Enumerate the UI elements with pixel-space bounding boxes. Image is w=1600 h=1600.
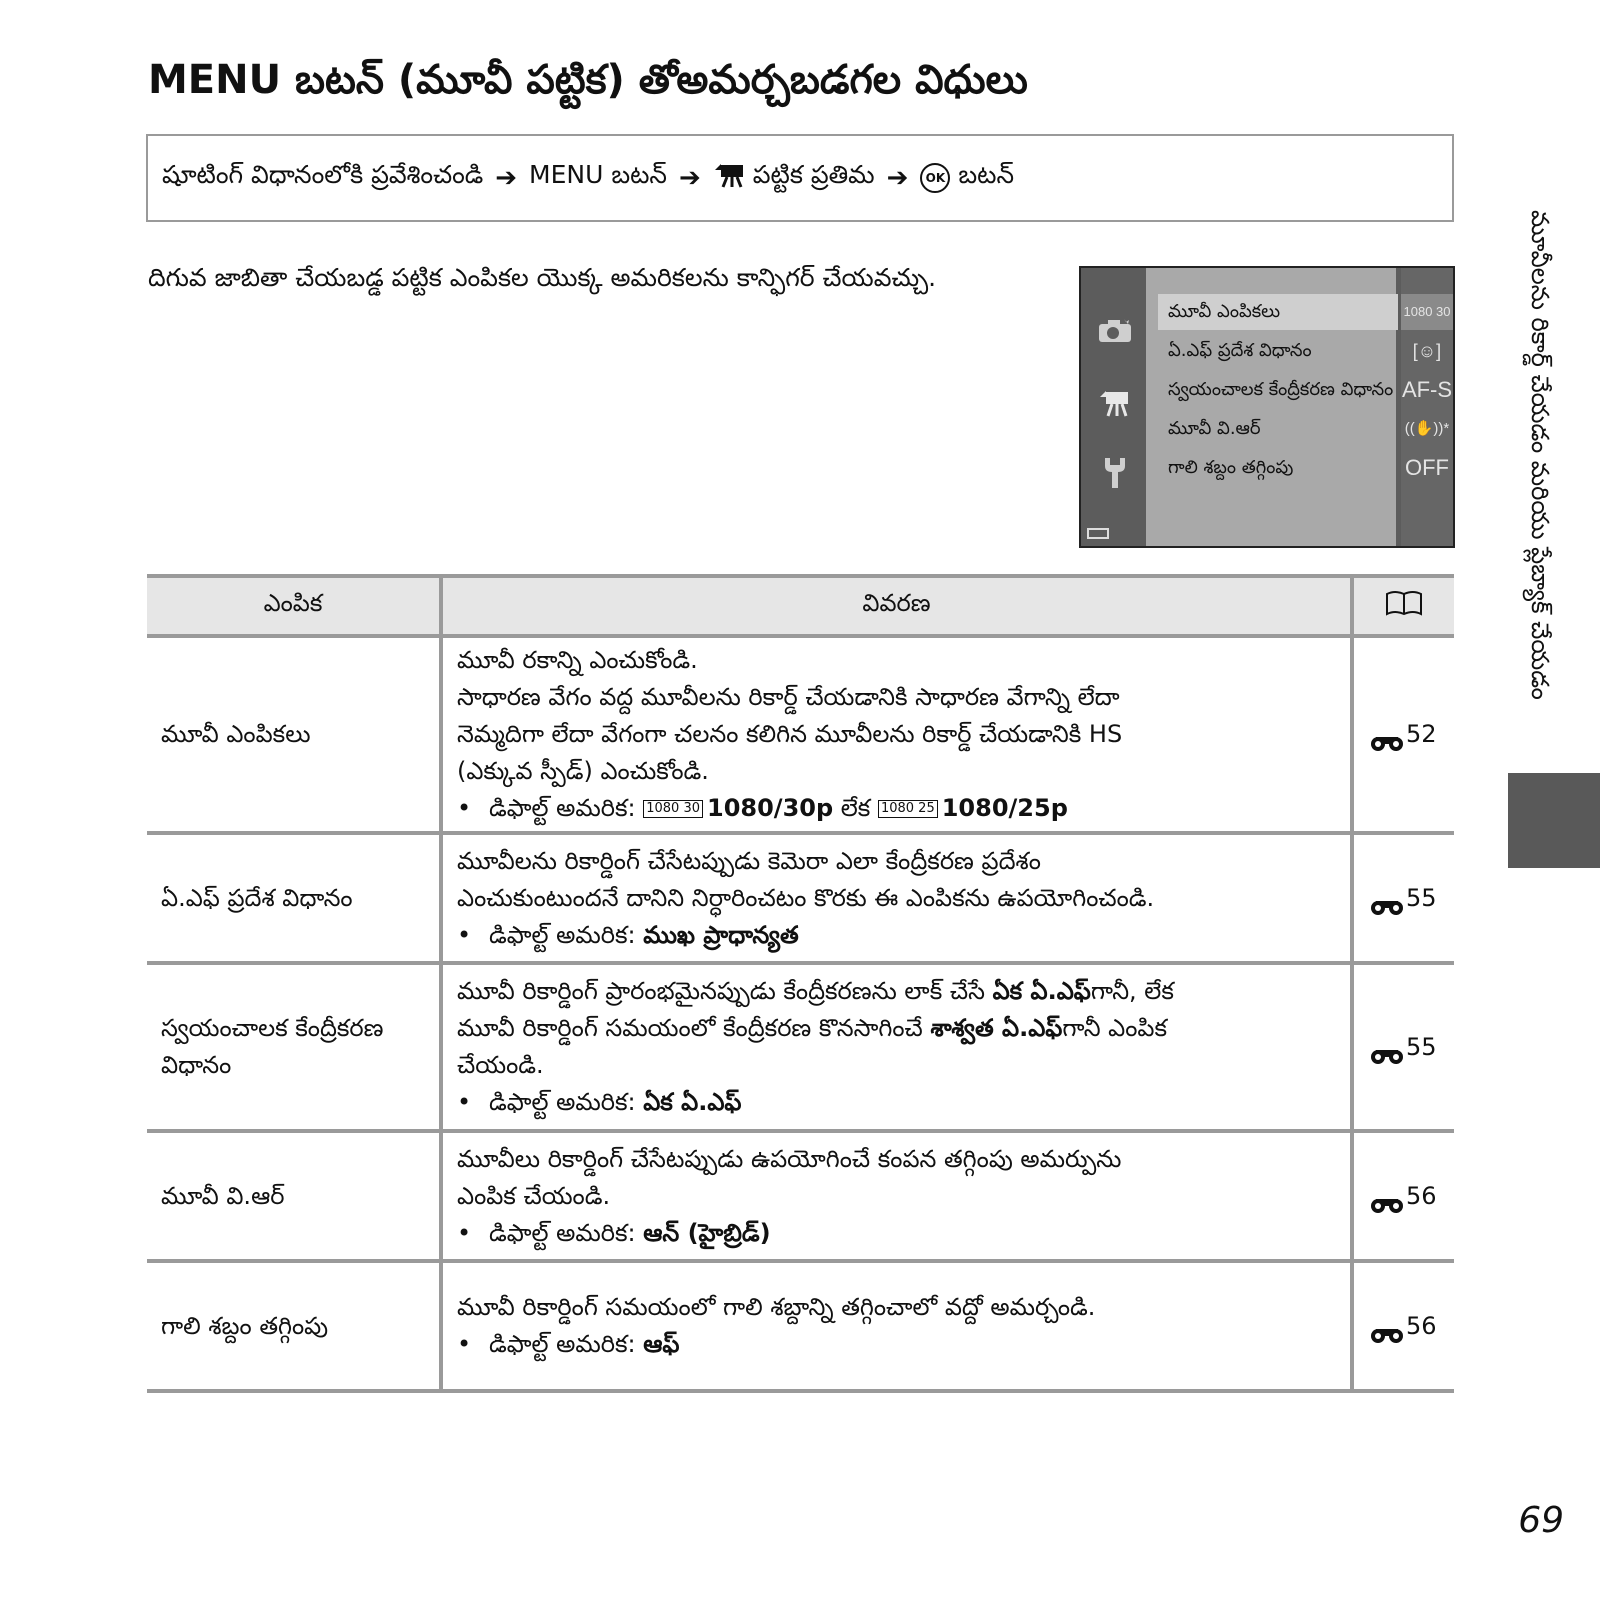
option-name: ఏ.ఎఫ్ ప్రదేశ విధానం xyxy=(147,833,441,963)
movie-camera-icon xyxy=(713,162,747,194)
book-icon xyxy=(1385,590,1423,622)
page-reference: 56 xyxy=(1352,1131,1454,1261)
reference-section-icon xyxy=(1370,726,1404,744)
nav-step-menu-button: MENU బటన్ xyxy=(529,160,667,189)
menu-options-table xyxy=(147,574,1454,1393)
screen-menu-item: మూవీ వి.ఆర్ xyxy=(1168,418,1261,439)
camera-menu-screen xyxy=(1079,266,1455,548)
intro-text: దిగువ జాబితా చేయబడ్డ పట్టిక ఎంపికల యొక్క అమరికలను కాన్ఫిగర్ చేయవచ్చు. xyxy=(148,263,937,292)
option-name: గాలి శబ్దం తగ్గింపు xyxy=(147,1261,441,1391)
screen-menu-item: స్వయంచాలక కేంద్రీకరణ విధానం xyxy=(1168,379,1394,400)
table-header-row xyxy=(147,576,1454,636)
page-reference: 55 xyxy=(1352,963,1454,1131)
default-setting: • డిఫాల్ట్ అమరిక: ఏక ఏ.ఎఫ్ xyxy=(457,1088,742,1116)
option-name: స్వయంచాలక కేంద్రీకరణ విధానం xyxy=(147,963,441,1131)
option-name: మూవీ వి.ఆర్ xyxy=(147,1131,441,1261)
movie-size-icon: 1080 30 xyxy=(643,800,703,818)
page-title: MENU బటన్ (మూవీ పట్టిక) తోఅమర్చబడగల విధులు xyxy=(148,57,1028,103)
chapter-side-label: మూవీలను రికార్డ్ చేయడం మరియు ప్లేబ్యాక్ చేయడం xyxy=(1526,210,1554,700)
nav-step-shooting-mode: షూటింగ్ విధానంలోకి ప్రవేశించండి xyxy=(162,160,484,189)
table-row xyxy=(147,963,1454,1131)
page-reference: 56 xyxy=(1352,1261,1454,1391)
arrow-right-icon: ➔ xyxy=(495,163,518,193)
table-row xyxy=(147,1261,1454,1391)
page-reference: 52 xyxy=(1352,636,1454,833)
page-reference: 55 xyxy=(1352,833,1454,963)
screen-setting-value: 1080 30 xyxy=(1401,294,1453,330)
battery-icon xyxy=(1087,528,1109,539)
reference-section-icon xyxy=(1370,1318,1404,1336)
header-reference xyxy=(1352,576,1454,636)
wrench-tab-icon xyxy=(1095,456,1135,492)
navigation-path xyxy=(146,134,1454,222)
camera-tab-icon xyxy=(1095,316,1135,352)
option-description: మూవీ రకాన్ని ఎంచుకోండి. సాధారణ వేగం వద్ద మూవీలను రికార్డ్ చేయడానికి సాధారణ వేగాన్ని లేదా నెమ్మదిగా లేదా వేగంగా చలనం కలిగిన మూవీలను రికార్డ్ చేయడానికి HS (ఎక్కువ స్పీడ్) ఎంచుకోండి. • డిఫాల్ట్ అమరిక: 1080 30 1080/30p లేక 1080 25 1080/25p xyxy=(441,636,1352,833)
movie-size-icon: 1080 25 xyxy=(878,800,938,818)
chapter-tab xyxy=(1508,773,1600,868)
nav-step-menu-icon: పట్టిక ప్రతిమ xyxy=(752,160,875,189)
table-row xyxy=(147,833,1454,963)
screen-setting-value: ((✋))* xyxy=(1404,420,1450,437)
screen-menu-item: మూవీ ఎంపికలు xyxy=(1158,294,1398,330)
option-description: మూవీలను రికార్డింగ్ చేసేటప్పుడు కెమెరా ఎలా కేంద్రీకరణ ప్రదేశం ఎంచుకుంటుందనే దానిని నిర్ధారించటం కొరకు ఈ ఎంపికను ఉపయోగించండి. • డిఫాల్ట్ అమరిక: ముఖ ప్రాధాన్యత xyxy=(441,833,1352,963)
header-description: వివరణ xyxy=(441,576,1352,636)
screen-menu-item: ఏ.ఎఫ్ ప్రదేశ విధానం xyxy=(1168,340,1312,361)
default-setting: • డిఫాల్ట్ అమరిక: 1080 30 1080/30p లేక 1080 25 1080/25p xyxy=(457,794,1068,822)
screen-menu-item: గాలి శబ్దం తగ్గింపు xyxy=(1168,457,1294,478)
option-description: మూవీ రికార్డింగ్ సమయంలో గాలి శబ్దాన్ని తగ్గించాలో వద్దో అమర్చండి. • డిఫాల్ట్ అమరిక: ఆఫ్ xyxy=(441,1261,1352,1391)
reference-section-icon xyxy=(1370,1188,1404,1206)
default-setting: • డిఫాల్ట్ అమరిక: ఆఫ్ xyxy=(457,1330,680,1358)
reference-section-icon xyxy=(1370,1039,1404,1057)
option-description: మూవీలు రికార్డింగ్ చేసేటప్పుడు ఉపయోగించే కంపన తగ్గింపు అమర్పును ఎంపిక చేయండి. • డిఫాల్ట్ అమరిక: ఆన్ (హైబ్రిడ్) xyxy=(441,1131,1352,1261)
screen-setting-value: [☺] xyxy=(1412,341,1442,361)
table-row xyxy=(147,1131,1454,1261)
option-description: మూవీ రికార్డింగ్ ప్రారంభమైనప్పుడు కేంద్రీకరణను లాక్ చేసే ఏక ఏ.ఎఫ్గానీ, లేక మూవీ రికార్డింగ్ సమయంలో కేంద్రీకరణ కొనసాగించే శాశ్వత ఏ.ఎఫ్గానీ ఎంపిక చేయండి. • డిఫాల్ట్ అమరిక: ఏక ఏ.ఎఫ్ xyxy=(441,963,1352,1131)
table-row xyxy=(147,636,1454,833)
option-name: మూవీ ఎంపికలు xyxy=(147,636,441,833)
arrow-right-icon: ➔ xyxy=(886,163,909,193)
ok-button-icon: OK xyxy=(920,163,950,193)
header-option: ఎంపిక xyxy=(147,576,441,636)
page-number: 69 xyxy=(1518,1500,1564,1541)
nav-step-ok-button: బటన్ xyxy=(958,160,1015,189)
movie-tab-icon xyxy=(1095,388,1135,424)
default-setting: • డిఫాల్ట్ అమరిక: ముఖ ప్రాధాన్యత xyxy=(457,920,799,949)
screen-setting-value: AF-S xyxy=(1401,377,1453,402)
default-setting: • డిఫాల్ట్ అమరిక: ఆన్ (హైబ్రిడ్) xyxy=(457,1218,771,1247)
arrow-right-icon: ➔ xyxy=(678,163,701,193)
screen-setting-value: OFF xyxy=(1405,455,1449,480)
reference-section-icon xyxy=(1370,890,1404,908)
